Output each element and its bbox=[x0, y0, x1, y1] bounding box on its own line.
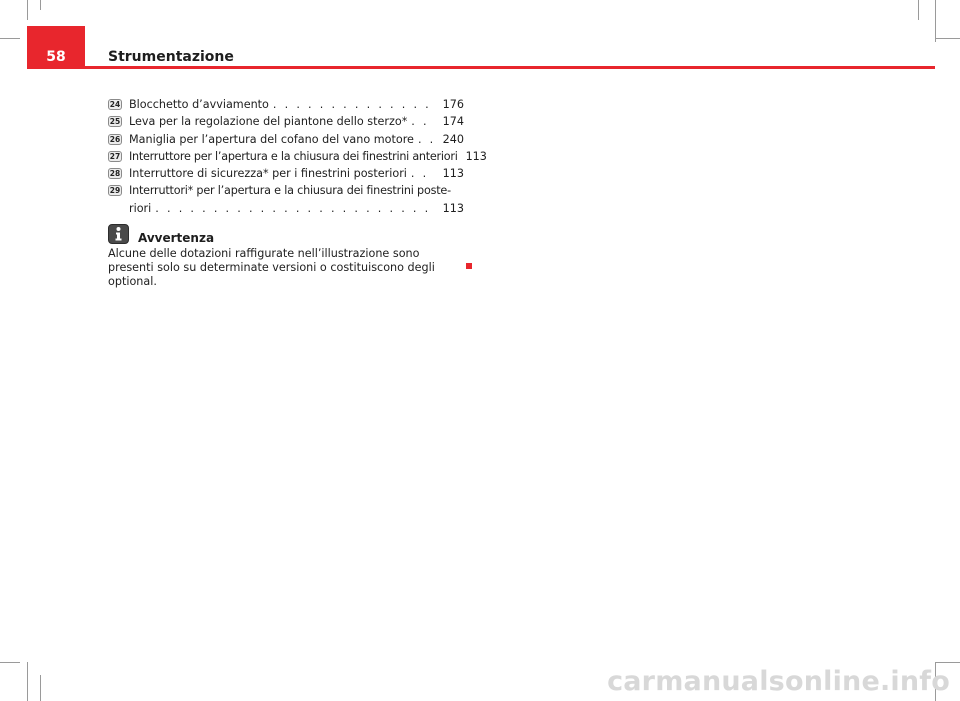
item-label: Blocchetto d’avviamento bbox=[129, 98, 269, 111]
item-label: Interruttore per l’apertura e la chiusura dei finestrini anteriori bbox=[129, 149, 458, 163]
watermark: carmanualsonline.info bbox=[607, 666, 950, 697]
page-number: 58 bbox=[46, 49, 66, 65]
item-number-badge: 25 bbox=[109, 117, 121, 127]
item-label: Leva per la regolazione del piantone dello sterzo* bbox=[129, 115, 408, 129]
leader-dots bbox=[411, 165, 434, 182]
leader-dots bbox=[418, 131, 434, 148]
list-item bbox=[108, 96, 464, 113]
crop-mark bbox=[40, 675, 41, 701]
crop-mark bbox=[27, 662, 28, 701]
page-reference[interactable]: 240 bbox=[442, 132, 464, 146]
item-number-badge: 24 bbox=[109, 100, 121, 109]
item-number-badge: 26 bbox=[109, 134, 121, 144]
page-reference[interactable]: 113 bbox=[465, 149, 487, 163]
list-item bbox=[108, 182, 464, 217]
section-title: Strumentazione bbox=[108, 49, 234, 65]
list-item bbox=[108, 113, 464, 130]
list-item bbox=[108, 148, 487, 165]
crop-mark bbox=[935, 0, 936, 42]
crop-mark bbox=[0, 38, 20, 39]
list-item bbox=[108, 165, 464, 182]
note-text: Alcune delle dotazioni raffigurate nell’illustrazione sono presenti solo su determinate versioni o costituiscono degli optional. bbox=[108, 247, 435, 288]
crop-mark bbox=[27, 0, 28, 20]
item-label: Maniglia per l’apertura del cofano del vano motore bbox=[129, 132, 414, 146]
item-number-badge: 28 bbox=[109, 169, 121, 179]
item-label: Interruttori* per l’apertura e la chiusura dei finestrini poste- bbox=[129, 184, 451, 198]
item-number-badge: 29 bbox=[109, 186, 121, 196]
leader-dots bbox=[411, 113, 434, 130]
section-end-marker bbox=[466, 263, 472, 269]
item-label: Interruttore di sicurezza* per i finestrini posteriori bbox=[129, 167, 407, 181]
page-reference[interactable]: 113 bbox=[442, 167, 464, 181]
crop-mark bbox=[935, 662, 960, 663]
leader-dots bbox=[273, 96, 434, 113]
crop-mark bbox=[935, 38, 960, 39]
component-list bbox=[108, 96, 487, 217]
item-number-badge: 27 bbox=[109, 151, 121, 161]
info-icon bbox=[108, 224, 129, 244]
item-label-continued: riori bbox=[129, 201, 152, 215]
list-item bbox=[108, 131, 464, 148]
page-reference[interactable]: 113 bbox=[442, 201, 464, 215]
page-reference[interactable]: 174 bbox=[442, 115, 464, 129]
crop-mark bbox=[918, 0, 919, 20]
crop-mark bbox=[0, 662, 20, 663]
page-reference[interactable]: 176 bbox=[442, 98, 464, 111]
header-rule bbox=[27, 66, 935, 69]
leader-dots bbox=[155, 200, 434, 217]
note-title: Avvertenza bbox=[138, 231, 215, 245]
crop-mark bbox=[40, 0, 41, 10]
